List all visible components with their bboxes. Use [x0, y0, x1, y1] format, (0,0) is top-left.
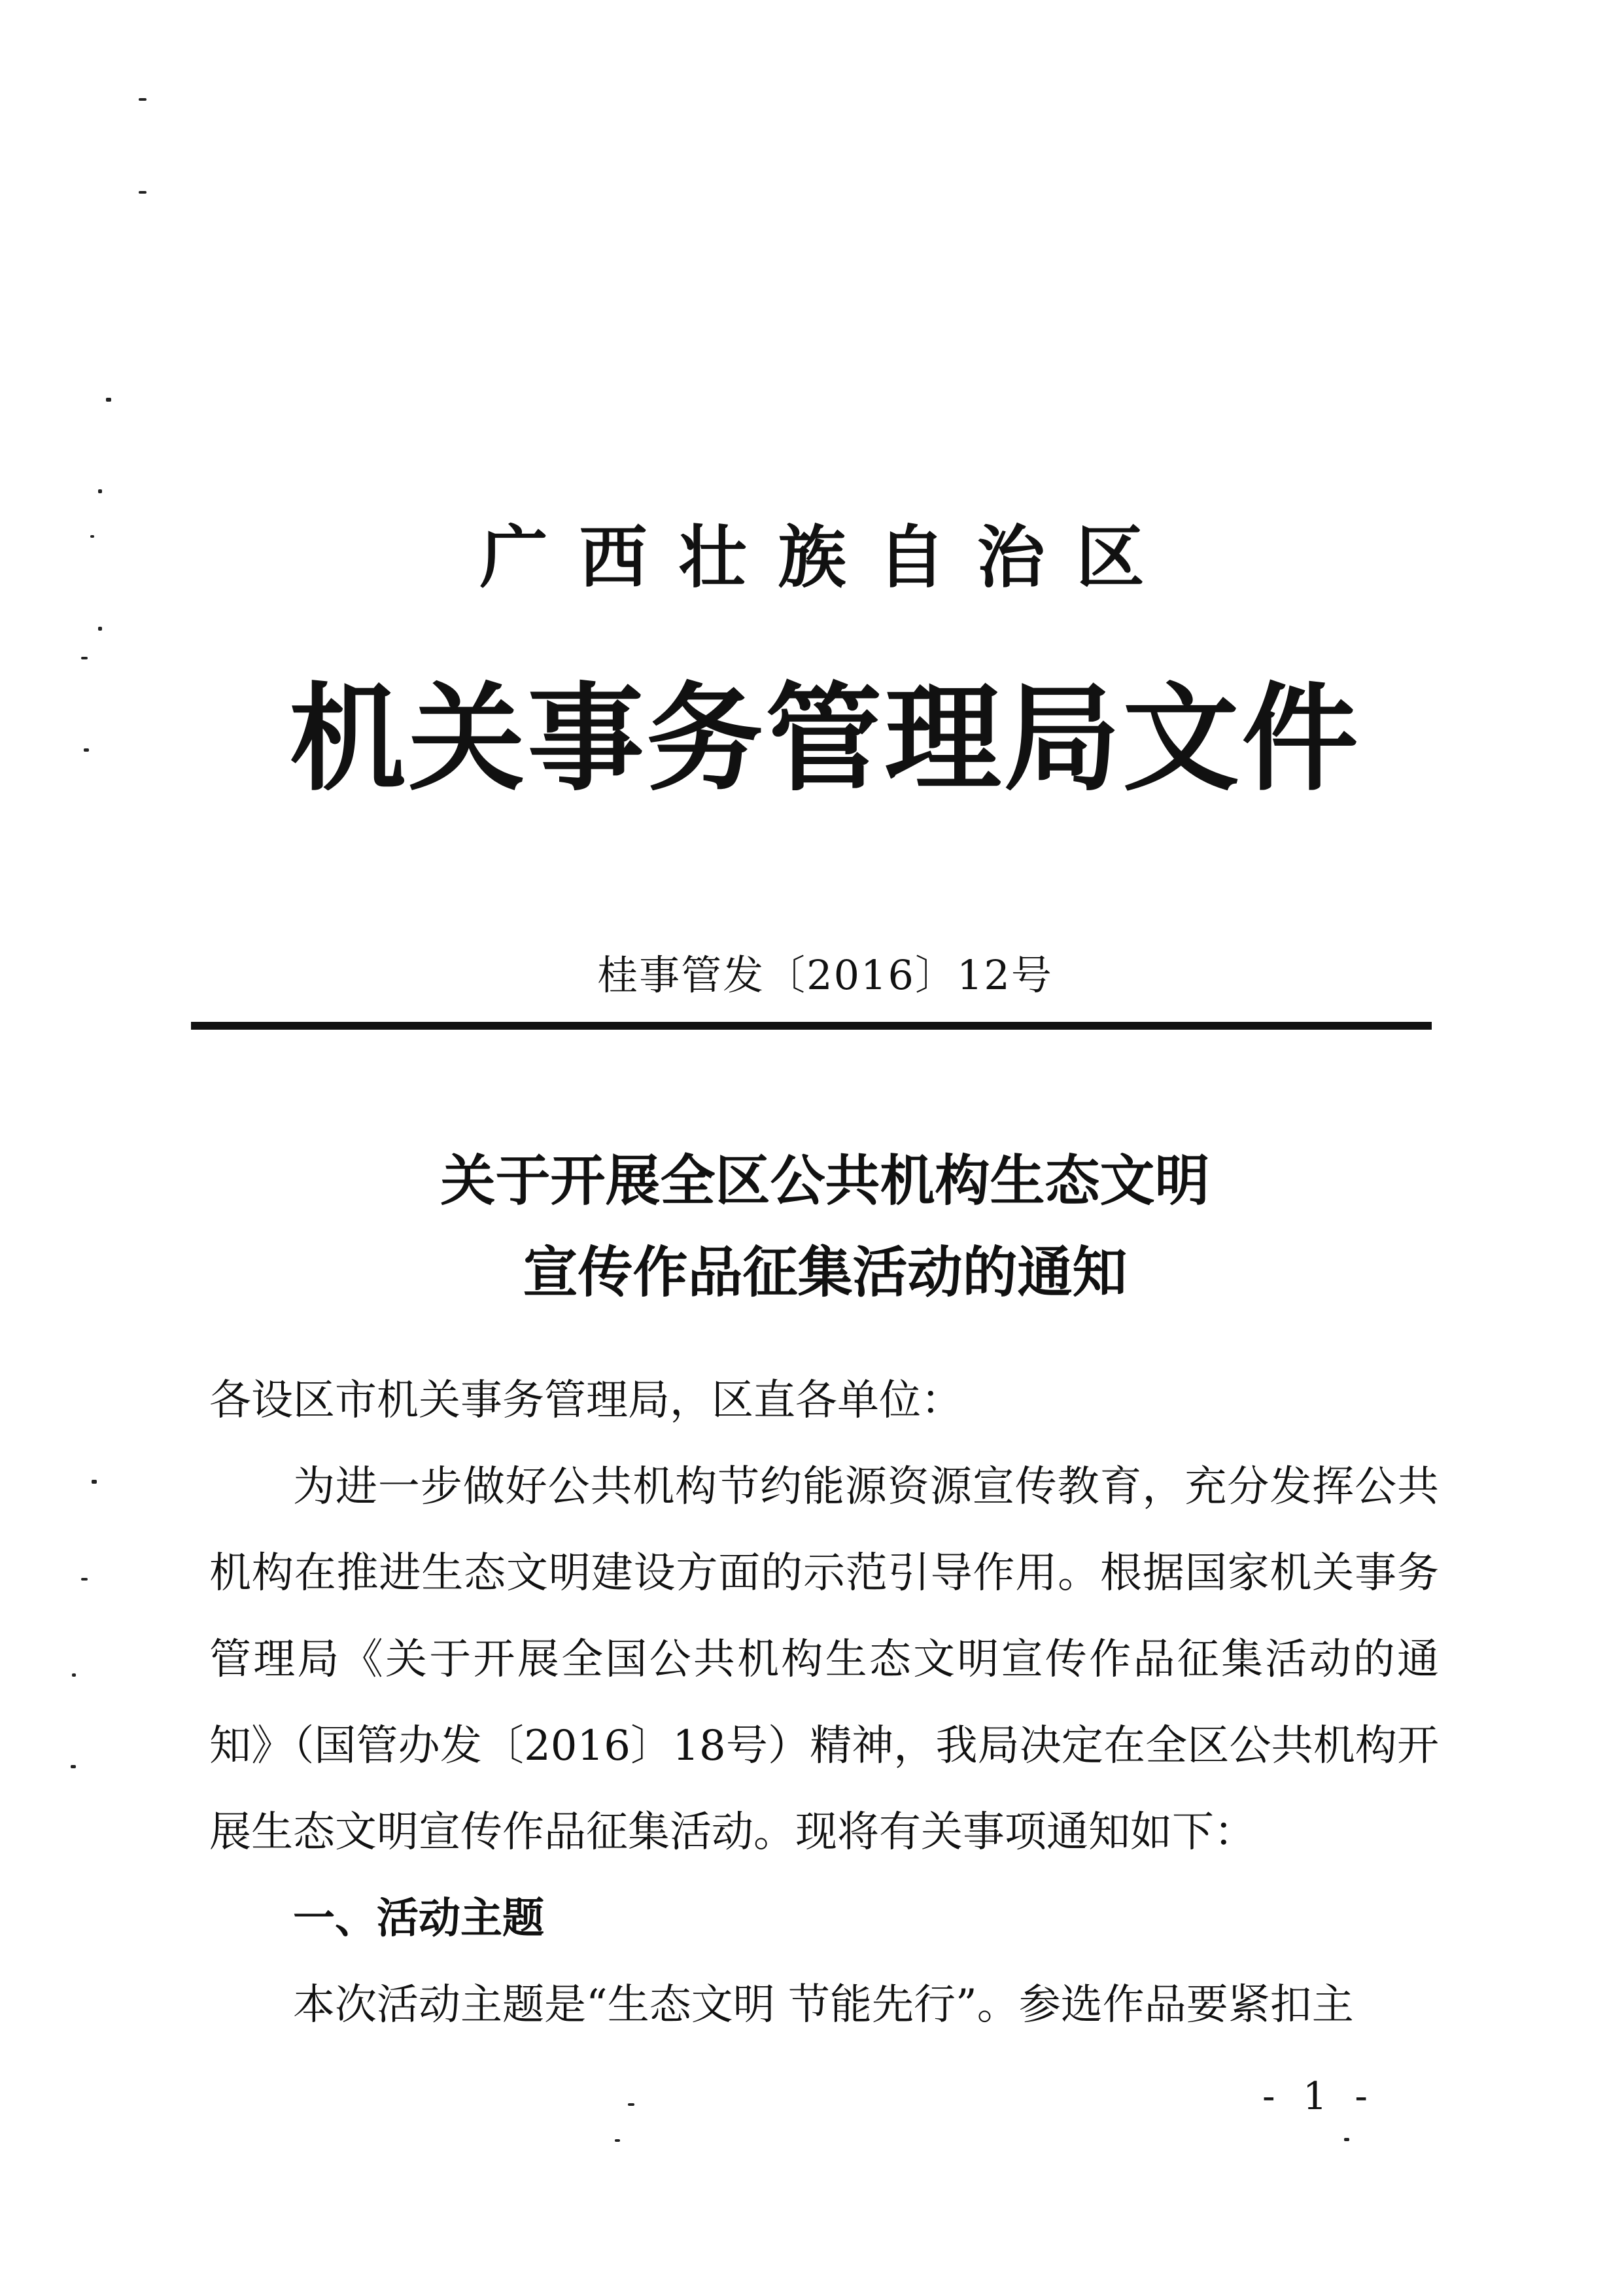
scan-speck: [92, 1480, 97, 1484]
scan-speck: [615, 2139, 620, 2142]
scan-speck: [1344, 2138, 1349, 2141]
section-heading-theme: 一、活动主题: [293, 1895, 544, 1943]
scan-speck: [98, 489, 102, 493]
header-divider: [191, 1022, 1432, 1030]
theme-paragraph: 本次活动主题是“生态文明 节能先行”。参选作品要紧扣主: [293, 1981, 1354, 2029]
notice-title-line1: 关于开展全区公共机构生态文明: [440, 1149, 1210, 1213]
scan-speck: [71, 1765, 76, 1768]
scan-speck: [106, 398, 111, 402]
issuer-agency-heading: 机关事务管理局文件: [289, 670, 1361, 807]
page-number: - 1 -: [1262, 2074, 1375, 2118]
issuer-region-heading: 广西壮族自治区: [479, 517, 1176, 597]
scan-speck: [139, 191, 147, 194]
scan-speck: [81, 657, 88, 659]
scan-speck: [628, 2103, 634, 2106]
salutation: 各设区市机关事务管理局，区直各单位：: [209, 1376, 963, 1425]
scan-speck: [139, 98, 147, 101]
intro-paragraph: 为进一步做好公共机构节约能源资源宣传教育，充分发挥公共机构在推进生态文明建设方面的示范引导作用。根据国家机关事务管理局《关于开展全国公共机构生态文明宣传作品征集活动的通知》（国管办发〔2016〕18号）精神，我局决定在全区公共机构开展生态文明宣传作品征集活动。现将有关事项通知如下：: [209, 1463, 1439, 1857]
scan-speck: [98, 627, 102, 631]
scan-speck: [72, 1673, 76, 1677]
notice-title-line2: 宣传作品征集活动的通知: [523, 1240, 1128, 1304]
notice-title: [0, 1135, 1624, 1318]
document-number: 桂事管发〔2016〕12号: [597, 951, 1053, 999]
scan-speck: [81, 1578, 88, 1581]
notice-body: [209, 1357, 1439, 2048]
